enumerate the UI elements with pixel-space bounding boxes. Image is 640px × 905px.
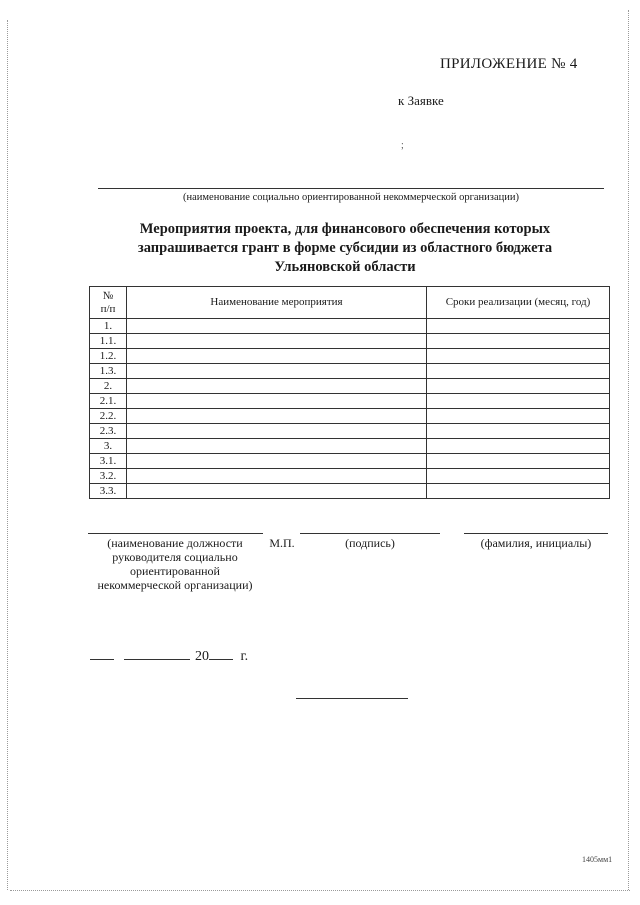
row-event-name[interactable] (127, 379, 427, 394)
row-event-name[interactable] (127, 334, 427, 349)
year-blank[interactable] (209, 645, 233, 660)
year-suffix: г. (240, 649, 249, 664)
position-line[interactable] (88, 533, 263, 534)
row-event-name[interactable] (127, 394, 427, 409)
row-period[interactable] (427, 424, 610, 439)
row-period[interactable] (427, 364, 610, 379)
header-number-symbol: № (102, 289, 114, 302)
title-line-2: запрашивается грант в форме субсидии из областного бюджета (137, 240, 553, 256)
organization-name-line (98, 188, 604, 189)
row-period[interactable] (427, 349, 610, 364)
signature-line[interactable] (300, 533, 440, 534)
scan-edge-right (628, 10, 629, 890)
row-period[interactable] (427, 379, 610, 394)
header-number (90, 287, 127, 319)
name-caption: (фамилия, инициалы) (480, 536, 592, 550)
signature-caption: (подпись) (345, 536, 395, 550)
row-number: 2.2. (90, 409, 127, 424)
row-number: 1.2. (90, 349, 127, 364)
table-row (90, 484, 610, 499)
name-line[interactable] (464, 533, 608, 534)
header-period: Сроки реализации (месяц, год) (427, 287, 610, 319)
row-event-name[interactable] (127, 439, 427, 454)
row-period[interactable] (427, 319, 610, 334)
position-caption: (наименование должности руководителя социально ориентированной некоммерческой организации) (97, 536, 253, 592)
row-period[interactable] (427, 439, 610, 454)
row-period[interactable] (427, 469, 610, 484)
table-row (90, 364, 610, 379)
appendix-number: ПРИЛОЖЕНИЕ № 4 (440, 56, 578, 72)
row-event-name[interactable] (127, 364, 427, 379)
year-prefix: 20 (195, 649, 209, 664)
row-number: 3.3. (90, 484, 127, 499)
scan-edge-bottom (10, 890, 630, 891)
table-row (90, 439, 610, 454)
row-event-name[interactable] (127, 349, 427, 364)
table-row (90, 394, 610, 409)
table-row (90, 379, 610, 394)
row-number: 3.2. (90, 469, 127, 484)
bottom-signature-line[interactable] (296, 698, 408, 699)
row-number: 2. (90, 379, 127, 394)
row-number: 1.3. (90, 364, 127, 379)
day-blank[interactable] (90, 645, 114, 660)
row-number: 1.1. (90, 334, 127, 349)
events-table (89, 286, 610, 499)
row-event-name[interactable] (127, 424, 427, 439)
stamp-label: М.П. (269, 536, 295, 550)
row-number: 2.3. (90, 424, 127, 439)
row-period[interactable] (427, 409, 610, 424)
title-line-3: Ульяновской области (274, 259, 416, 275)
row-event-name[interactable] (127, 454, 427, 469)
document-code: 1405мм1 (582, 855, 613, 864)
table-row (90, 409, 610, 424)
row-period[interactable] (427, 334, 610, 349)
to-application-label: к Заявке (398, 93, 444, 108)
table-row (90, 334, 610, 349)
table-row (90, 349, 610, 364)
table-row (90, 469, 610, 484)
row-number: 3.1. (90, 454, 127, 469)
row-number: 3. (90, 439, 127, 454)
table-header-row (90, 287, 610, 319)
table-row (90, 424, 610, 439)
row-period[interactable] (427, 484, 610, 499)
document-title (120, 220, 570, 277)
row-number: 1. (90, 319, 127, 334)
organization-name-caption: (наименование социально ориентированной некоммерческой организации) (183, 192, 519, 203)
table-row (90, 319, 610, 334)
title-line-1: Мероприятия проекта, для финансового обеспечения которых (139, 221, 551, 237)
scan-edge-left (7, 20, 8, 890)
header-number-abbr: п/п (100, 302, 116, 315)
row-event-name[interactable] (127, 484, 427, 499)
row-event-name[interactable] (127, 319, 427, 334)
row-event-name[interactable] (127, 409, 427, 424)
row-event-name[interactable] (127, 469, 427, 484)
header-event-name: Наименование мероприятия (127, 287, 427, 319)
row-period[interactable] (427, 454, 610, 469)
row-number: 2.1. (90, 394, 127, 409)
table-row (90, 454, 610, 469)
row-period[interactable] (427, 394, 610, 409)
stray-mark: ; (401, 140, 404, 151)
month-blank[interactable] (124, 645, 190, 660)
date-row (90, 645, 248, 665)
